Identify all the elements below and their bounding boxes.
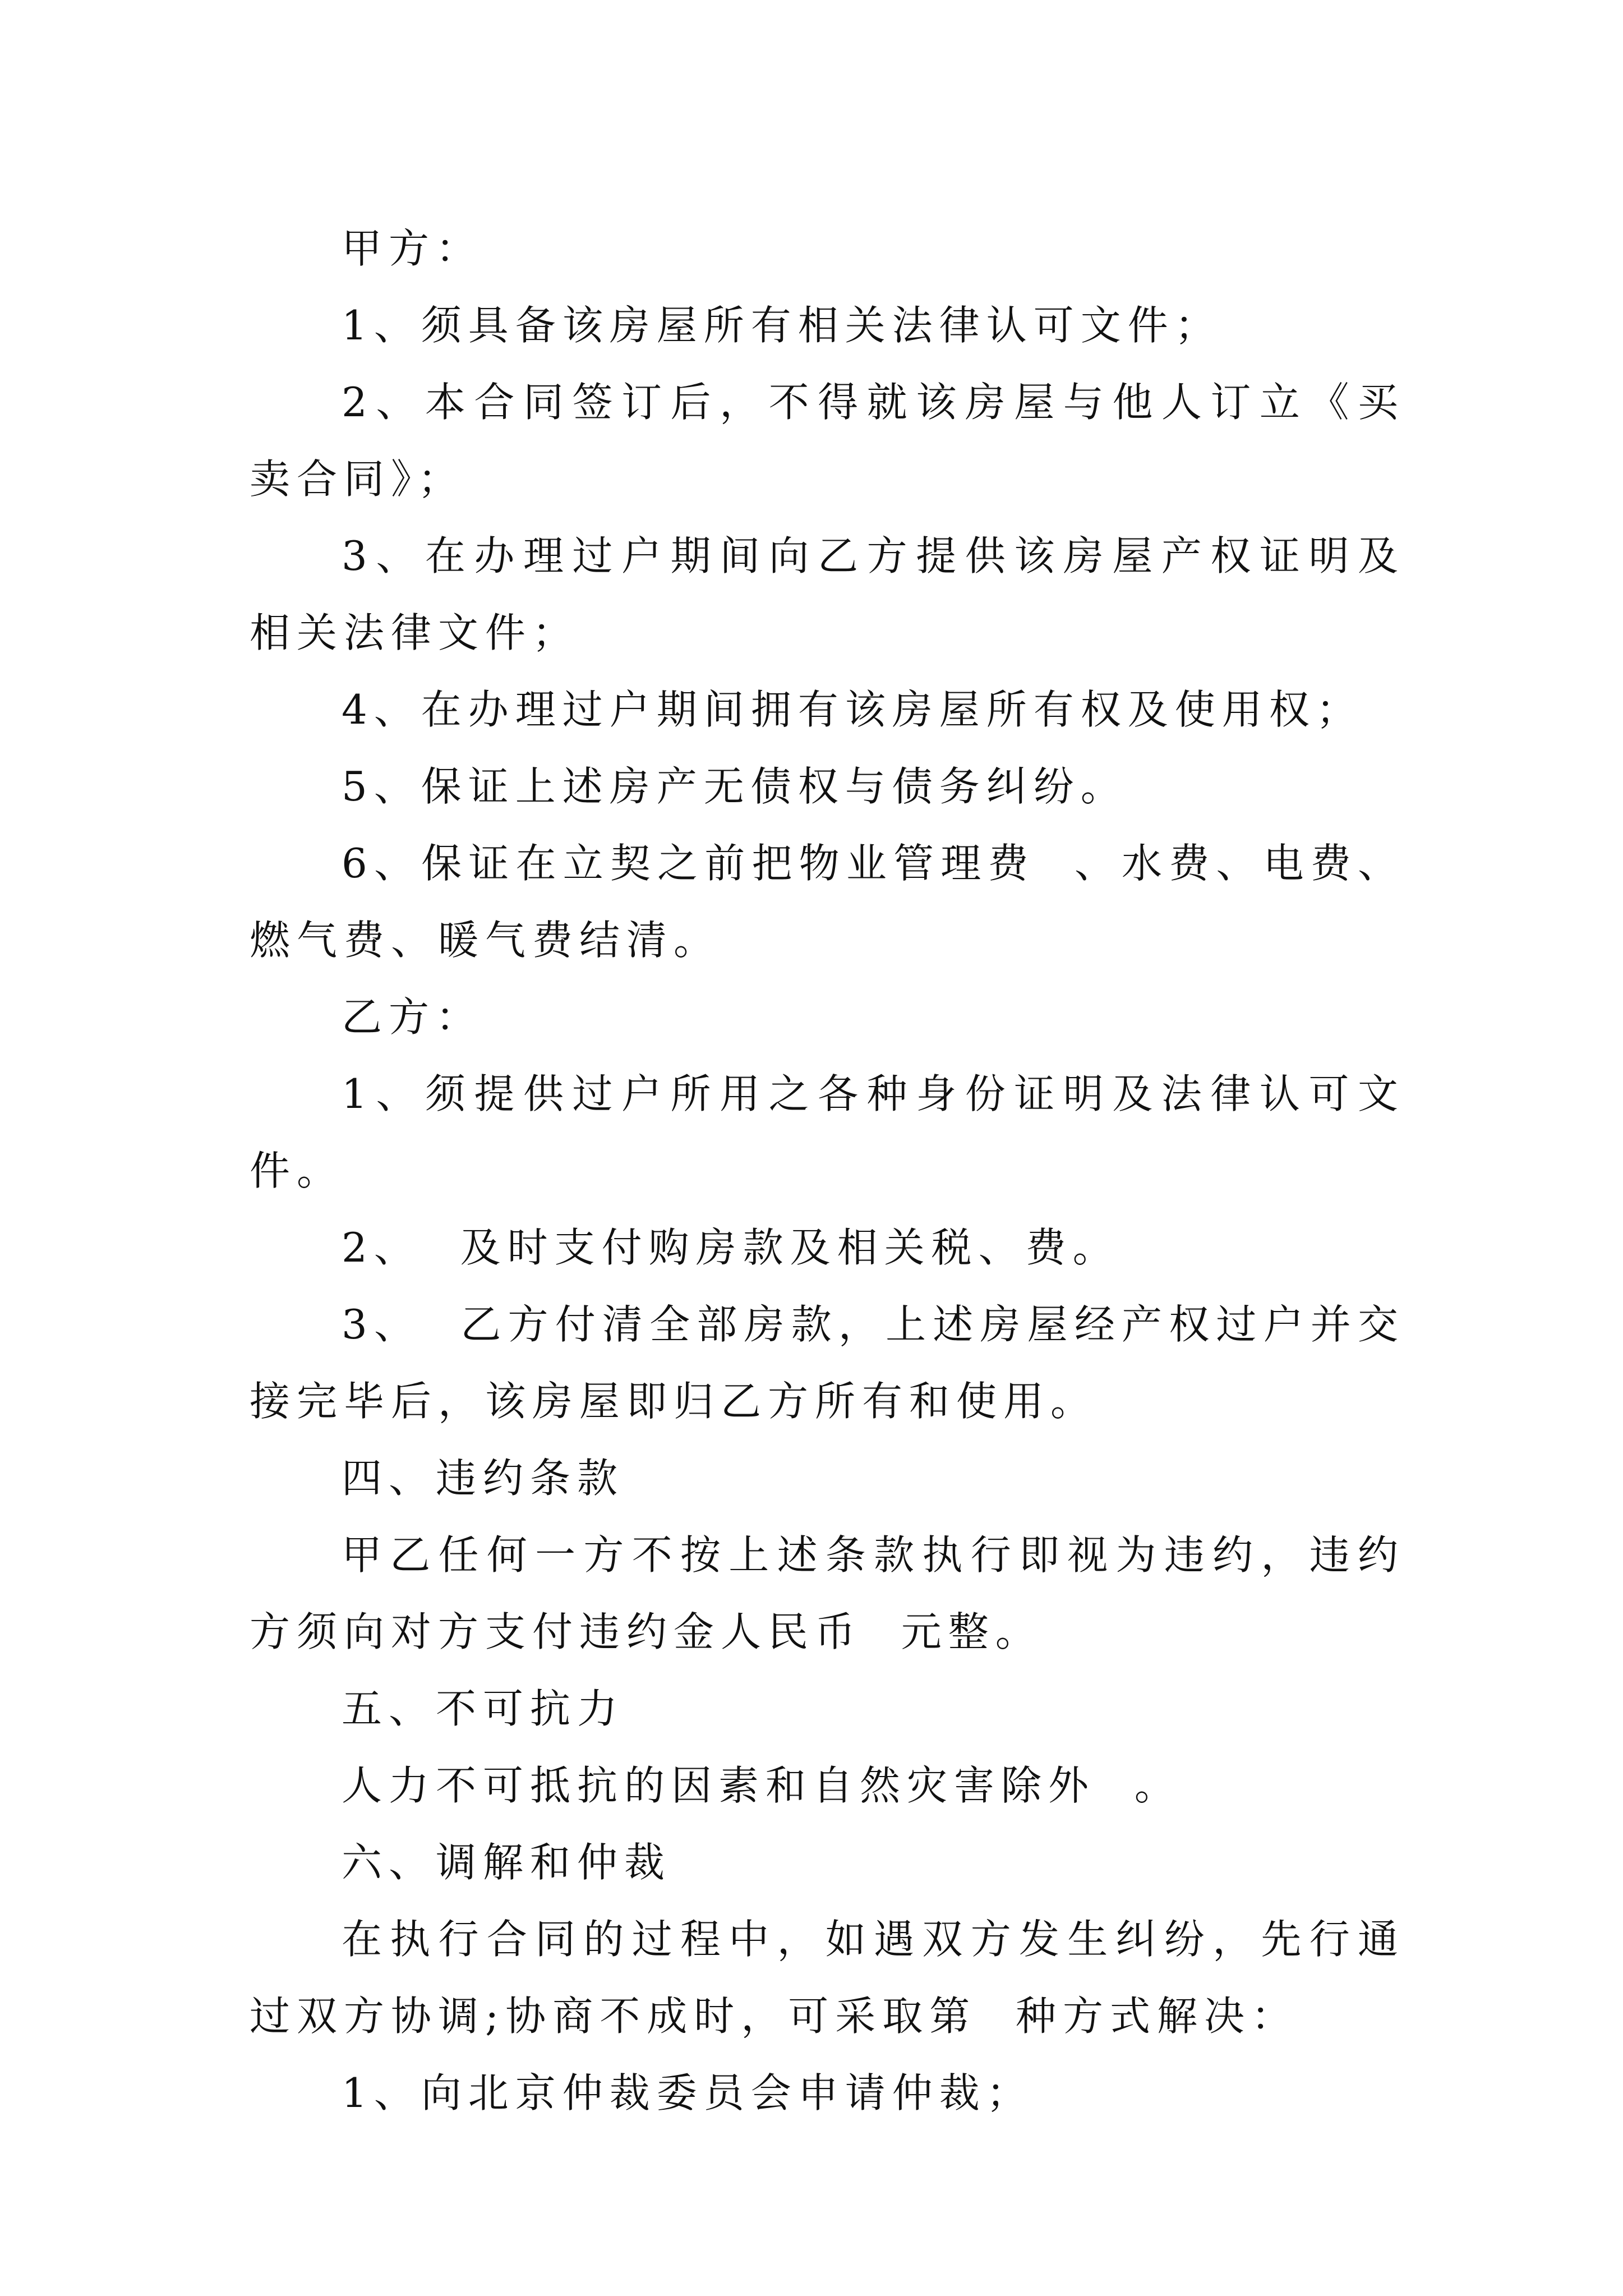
party-a-clause-2: 2、本合同签订后，不得就该房屋与他人订立《买卖合同》； bbox=[250, 379, 1405, 503]
party-b-heading: 乙方： bbox=[342, 993, 483, 1041]
section-force-majeure-heading: 五、不可抗力 bbox=[342, 1685, 625, 1732]
party-a-heading: 甲方： bbox=[342, 225, 483, 272]
party-b-clause-2: 2、 及时支付购房款及相关税、费。 bbox=[342, 1224, 1120, 1271]
party-b-clause-1: 1、须提供过户所用之各种身份证明及法律认可文件。 bbox=[250, 1070, 1405, 1194]
contract-body bbox=[250, 210, 1405, 2132]
section-breach-text: 甲乙任何一方不按上述条款执行即视为违约，违约方须向对方支付违约金人民币 元整。 bbox=[250, 1531, 1405, 1655]
party-a-clause-3: 3、在办理过户期间向乙方提供该房屋产权证明及相关法律文件； bbox=[250, 532, 1405, 656]
party-a-clause-5: 5、保证上述房产无债权与债务纠纷。 bbox=[342, 763, 1128, 810]
section-force-majeure-text: 人力不可抵抗的因素和自然灾害除外 。 bbox=[342, 1762, 1182, 1809]
party-a-clause-6: 6、保证在立契之前把物业管理费 、水费、电费、燃气费、暖气费结清。 bbox=[250, 840, 1405, 964]
section-arbitration-heading: 六、调解和仲裁 bbox=[342, 1839, 672, 1886]
section-arbitration-text: 在执行合同的过程中，如遇双方发生纠纷，先行通过双方协调;协商不成时，可采取第 种方式解决： bbox=[250, 1916, 1405, 2040]
party-a-clause-4: 4、在办理过户期间拥有该房屋所有权及使用权； bbox=[342, 686, 1363, 733]
section-breach-heading: 四、违约条款 bbox=[342, 1455, 625, 1502]
party-b-clause-3: 3、 乙方付清全部房款，上述房屋经产权过户并交接完毕后，该房屋即归乙方所有和使用。 bbox=[250, 1301, 1405, 1425]
party-a-clause-1: 1、须具备该房屋所有相关法律认可文件； bbox=[342, 302, 1222, 349]
section-arbitration-clause-1: 1、向北京仲裁委员会申请仲裁； bbox=[342, 2069, 1034, 2116]
